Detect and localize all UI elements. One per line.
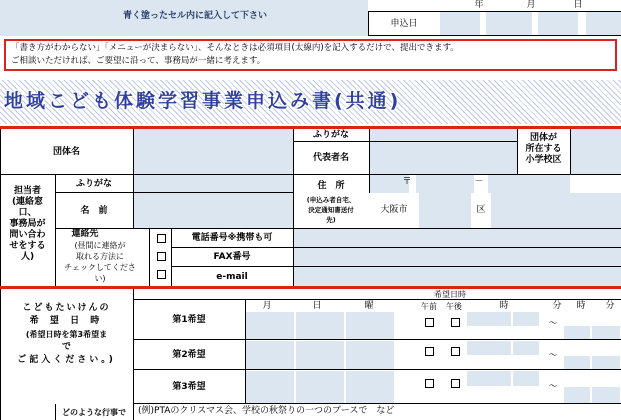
representative-label: 代表者名 [312,153,349,163]
group-name-label: 団体名 [52,146,80,157]
choice-3-label: 第3希望 [172,381,206,392]
contact-method-label: 連絡先 [71,229,99,239]
group-name-field[interactable] [133,129,293,175]
choice-1-tilde: ～ [548,318,558,329]
choice-3-start-hour-field[interactable] [467,371,511,386]
notice-line-2: ご相談いただければ、ご要望に沿って、事務局が一緒に考えます。 [11,55,266,66]
choice-1-minute2-label: 分 [605,300,615,311]
person-furigana-label: ふりがな [75,178,112,189]
date-label: 申込日 [390,18,418,29]
date-year-field[interactable] [440,12,480,35]
choice-1-day-label: 日 [312,300,322,311]
address-detail-field[interactable] [491,193,621,229]
choice-1-am-checkbox[interactable] [425,318,434,327]
form-title: 地域こども体験学習事業申込み書(共通) [4,89,402,112]
schedule-left-text-3: (希望日時を第3希望ま [25,329,108,339]
choice-2-month-field[interactable] [246,341,294,369]
city-label: 大阪市 [380,204,408,215]
fax-label: FAX番号 [213,252,251,262]
contact-person-label-5: 問い合わ [9,230,46,240]
contact-person-label-4: 事務局が [9,219,46,229]
schedule-left-text-4: で [61,341,71,352]
choice-1-hour-label: 時 [499,300,509,311]
date-day-label: 日 [573,0,583,10]
date-extra-field[interactable] [586,12,621,35]
choice-3-month-field[interactable] [246,371,294,403]
choice-3-pm-checkbox[interactable] [451,379,460,388]
representative-furigana-field[interactable] [369,129,517,142]
choice-1-am-label: 午前 [421,301,437,311]
person-name-label: 名 前 [80,205,108,216]
school-district-label-2: 所在する [525,144,562,154]
ward-field[interactable] [419,193,471,229]
instruction-text: 青く塗ったセル内に記入して下さい [122,10,267,21]
date-day-field[interactable] [538,12,578,35]
choice-2-start-hour-field[interactable] [467,341,511,355]
postal-code-field-2[interactable] [416,175,474,193]
schedule-left-text-2: 希 望 日 時 [29,315,104,326]
date-month-field[interactable] [486,12,532,35]
postal-dash: － [474,176,484,187]
choice-2-tilde: ～ [548,350,558,361]
email-label: e-mail [216,271,248,282]
choice-3-tilde: ～ [548,381,558,392]
contact-method-note-3: チェックしてくださ [64,263,136,272]
fax-field[interactable] [293,248,621,267]
choice-2-label: 第2希望 [172,349,206,360]
choice-2-weekday-field[interactable] [346,341,394,369]
school-district-label-3: 小学校区 [525,155,562,165]
contact-person-label-7: 人) [20,252,35,262]
contact-person-label-2: (連絡窓 [11,197,44,207]
fax-checkbox[interactable] [157,252,166,261]
phone-checkbox[interactable] [157,234,166,243]
contact-method-note-2: 取れる方法に [76,252,124,261]
contact-method-note-4: い) [94,274,106,283]
choice-1-day-field[interactable] [296,312,344,339]
event-label: どのような行事で [62,407,126,417]
choice-1-end-hour-field[interactable] [564,326,590,339]
choice-1-month-field[interactable] [246,312,294,339]
choice-1-pm-checkbox[interactable] [451,318,460,327]
address-note-2: 決定通知書送付 [308,205,354,214]
notice-line-1: 「書き方がわからない」「メニューが決まらない」、そんなときは必須項目(太線内)を記入するだけで、提出できます。 [11,42,459,53]
choice-3-start-minute-field[interactable] [513,371,539,386]
choice-1-weekday-field[interactable] [346,312,394,339]
choice-1-hour2-label: 時 [576,300,586,311]
furigana-label: ふりがな [312,130,349,140]
choice-2-am-checkbox[interactable] [425,347,434,356]
choice-1-minute-label: 分 [552,300,562,311]
address-note-1: (申込み者自宅、 [306,195,356,204]
schedule-left-text-1: こどもたいけんの [22,302,111,313]
contact-person-label-6: せをする [9,241,46,251]
schedule-left-text-5: ご記入ください。) [17,354,116,365]
choice-2-end-minute-field[interactable] [592,356,620,369]
contact-person-label-3: 口、 [18,208,37,218]
choice-2-day-field[interactable] [296,341,344,369]
choice-1-pm-label: 午後 [446,301,462,311]
schedule-header-cell [133,289,621,300]
email-checkbox[interactable] [157,270,166,279]
choice-1-label: 第1希望 [172,314,206,325]
ward-label: 区 [476,204,486,215]
school-district-label-1: 団体が [529,133,557,143]
choice-1-start-minute-field[interactable] [513,312,539,326]
choice-1-month-label: 月 [262,300,272,311]
choice-3-end-hour-field[interactable] [564,387,590,403]
choice-3-weekday-field[interactable] [346,371,394,403]
person-name-field[interactable] [133,193,293,229]
phone-field[interactable] [293,229,621,248]
date-month-label: 月 [526,0,536,10]
choice-1-start-hour-field[interactable] [467,312,511,326]
choice-1-weekday-label: 曜 [364,300,374,311]
school-district-field[interactable] [570,129,621,175]
choice-3-end-minute-field[interactable] [592,387,620,403]
event-example: (例)PTAのクリスマス会、学校の秋祭りの一つのブースで など [138,406,395,416]
date-year-label: 年 [474,0,484,10]
contact-method-note-1: (昼間に連絡が [74,241,126,250]
phone-label: 電話番号※携帯も可 [191,233,273,243]
choice-2-start-minute-field[interactable] [513,341,539,355]
person-furigana-field[interactable] [133,175,293,193]
event-left-blank [0,404,55,420]
address-note-3: 先) [326,215,336,224]
email-field[interactable] [293,267,621,287]
contact-person-label-1: 担当者 [13,186,41,196]
address-label: 住 所 [317,180,345,191]
choice-3-am-checkbox[interactable] [425,379,434,388]
choice-2-pm-checkbox[interactable] [451,347,460,356]
choice-3-day-field[interactable] [296,371,344,403]
choice-2-end-hour-field[interactable] [564,356,590,369]
schedule-header: 希望日時 [434,290,466,299]
postal-code-field-3[interactable] [488,175,570,193]
representative-field[interactable] [369,142,517,175]
postal-mark: 〒 [402,176,412,187]
choice-1-end-minute-field[interactable] [592,326,620,339]
